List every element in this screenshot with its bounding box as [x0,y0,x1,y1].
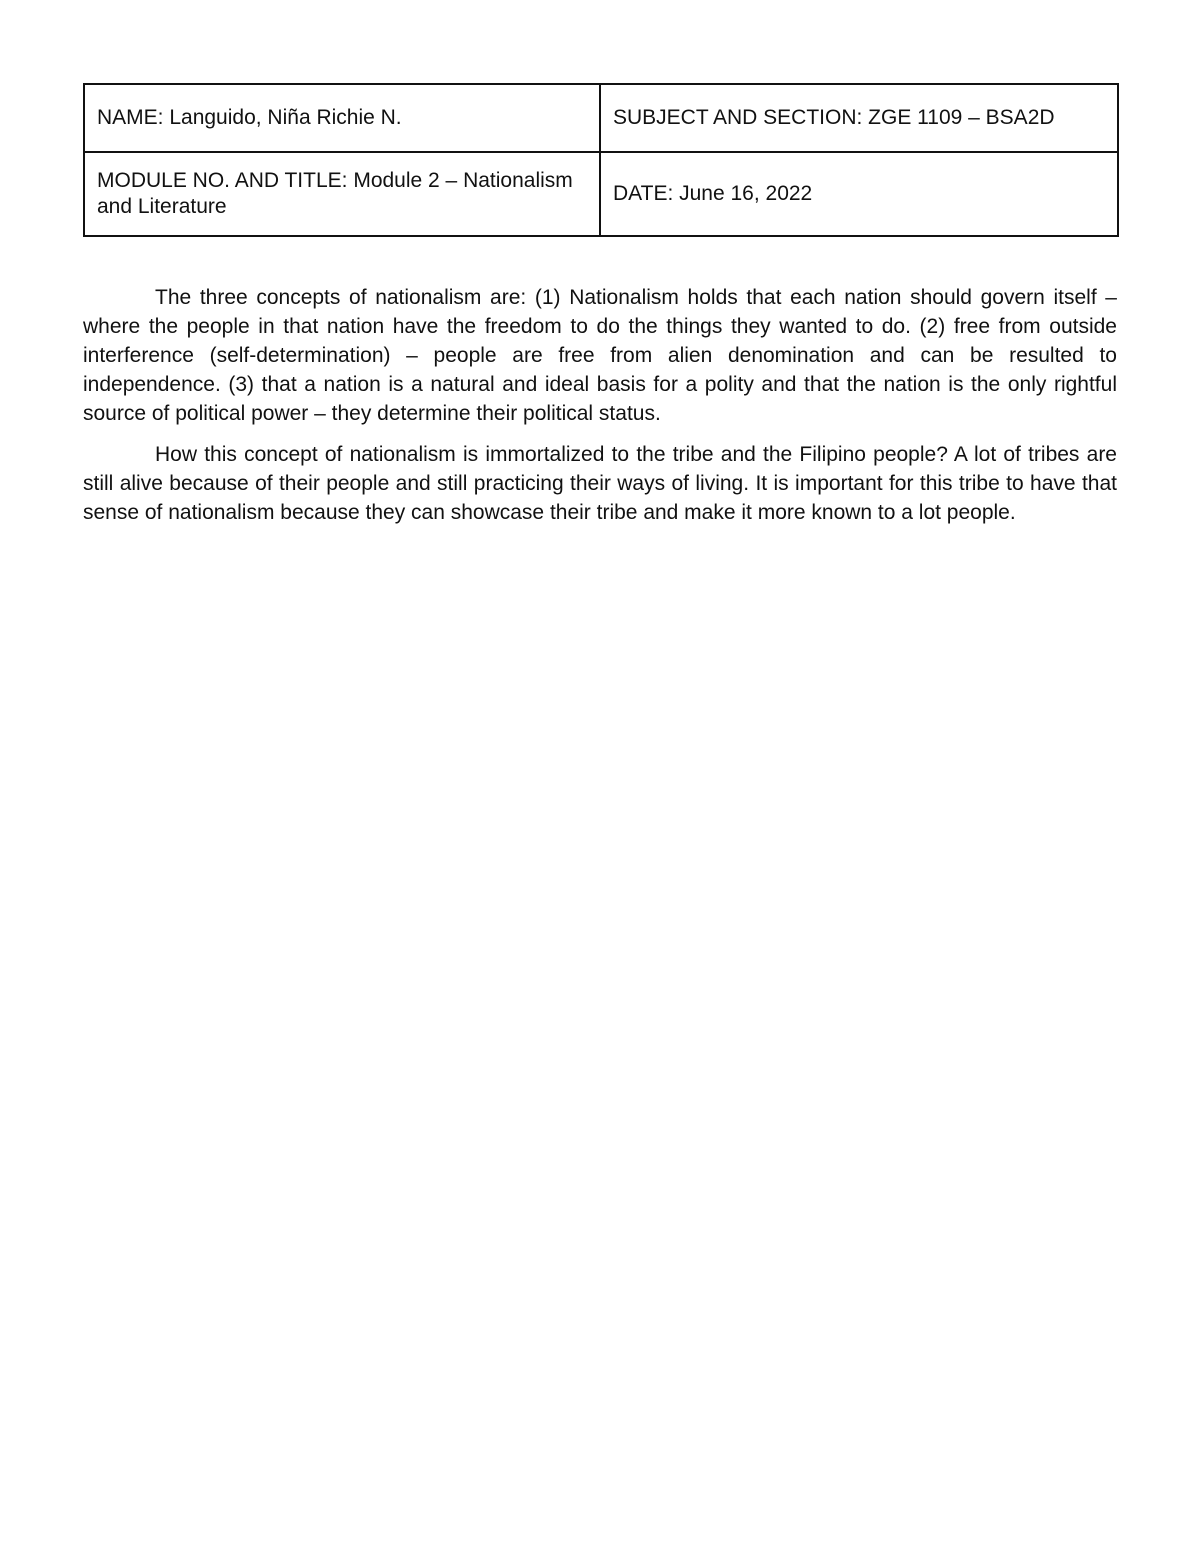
module-title-cell: MODULE NO. AND TITLE: Module 2 – Nationalism and Literature [84,152,600,236]
header-row-1 [84,84,1118,152]
paragraph-2: How this concept of nationalism is immortalized to the tribe and the Filipino people? A lot of tribes are still alive because of their people and still practicing their ways of living. It is important for this tribe to have that sense of nationalism because they can showcase their tribe and make it more known to a lot people. [83,443,1117,524]
header-row-2 [84,152,1118,236]
date-cell: DATE: June 16, 2022 [600,152,1118,236]
subject-section-cell: SUBJECT AND SECTION: ZGE 1109 – BSA2D [600,84,1118,152]
header-info-table [83,83,1119,237]
name-cell: NAME: Languido, Niña Richie N. [84,84,600,152]
paragraph-1: The three concepts of nationalism are: (1) Nationalism holds that each nation should govern itself – where the people in that nation have the freedom to do the things they wanted to do. (2) free from outside interference (self-determination) – people are free from alien denomination and can be resulted to independence. (3) that a nation is a natural and ideal basis for a polity and that the nation is the only rightful source of political power – they determine their political status. [83,286,1117,425]
body-text [83,283,1117,539]
